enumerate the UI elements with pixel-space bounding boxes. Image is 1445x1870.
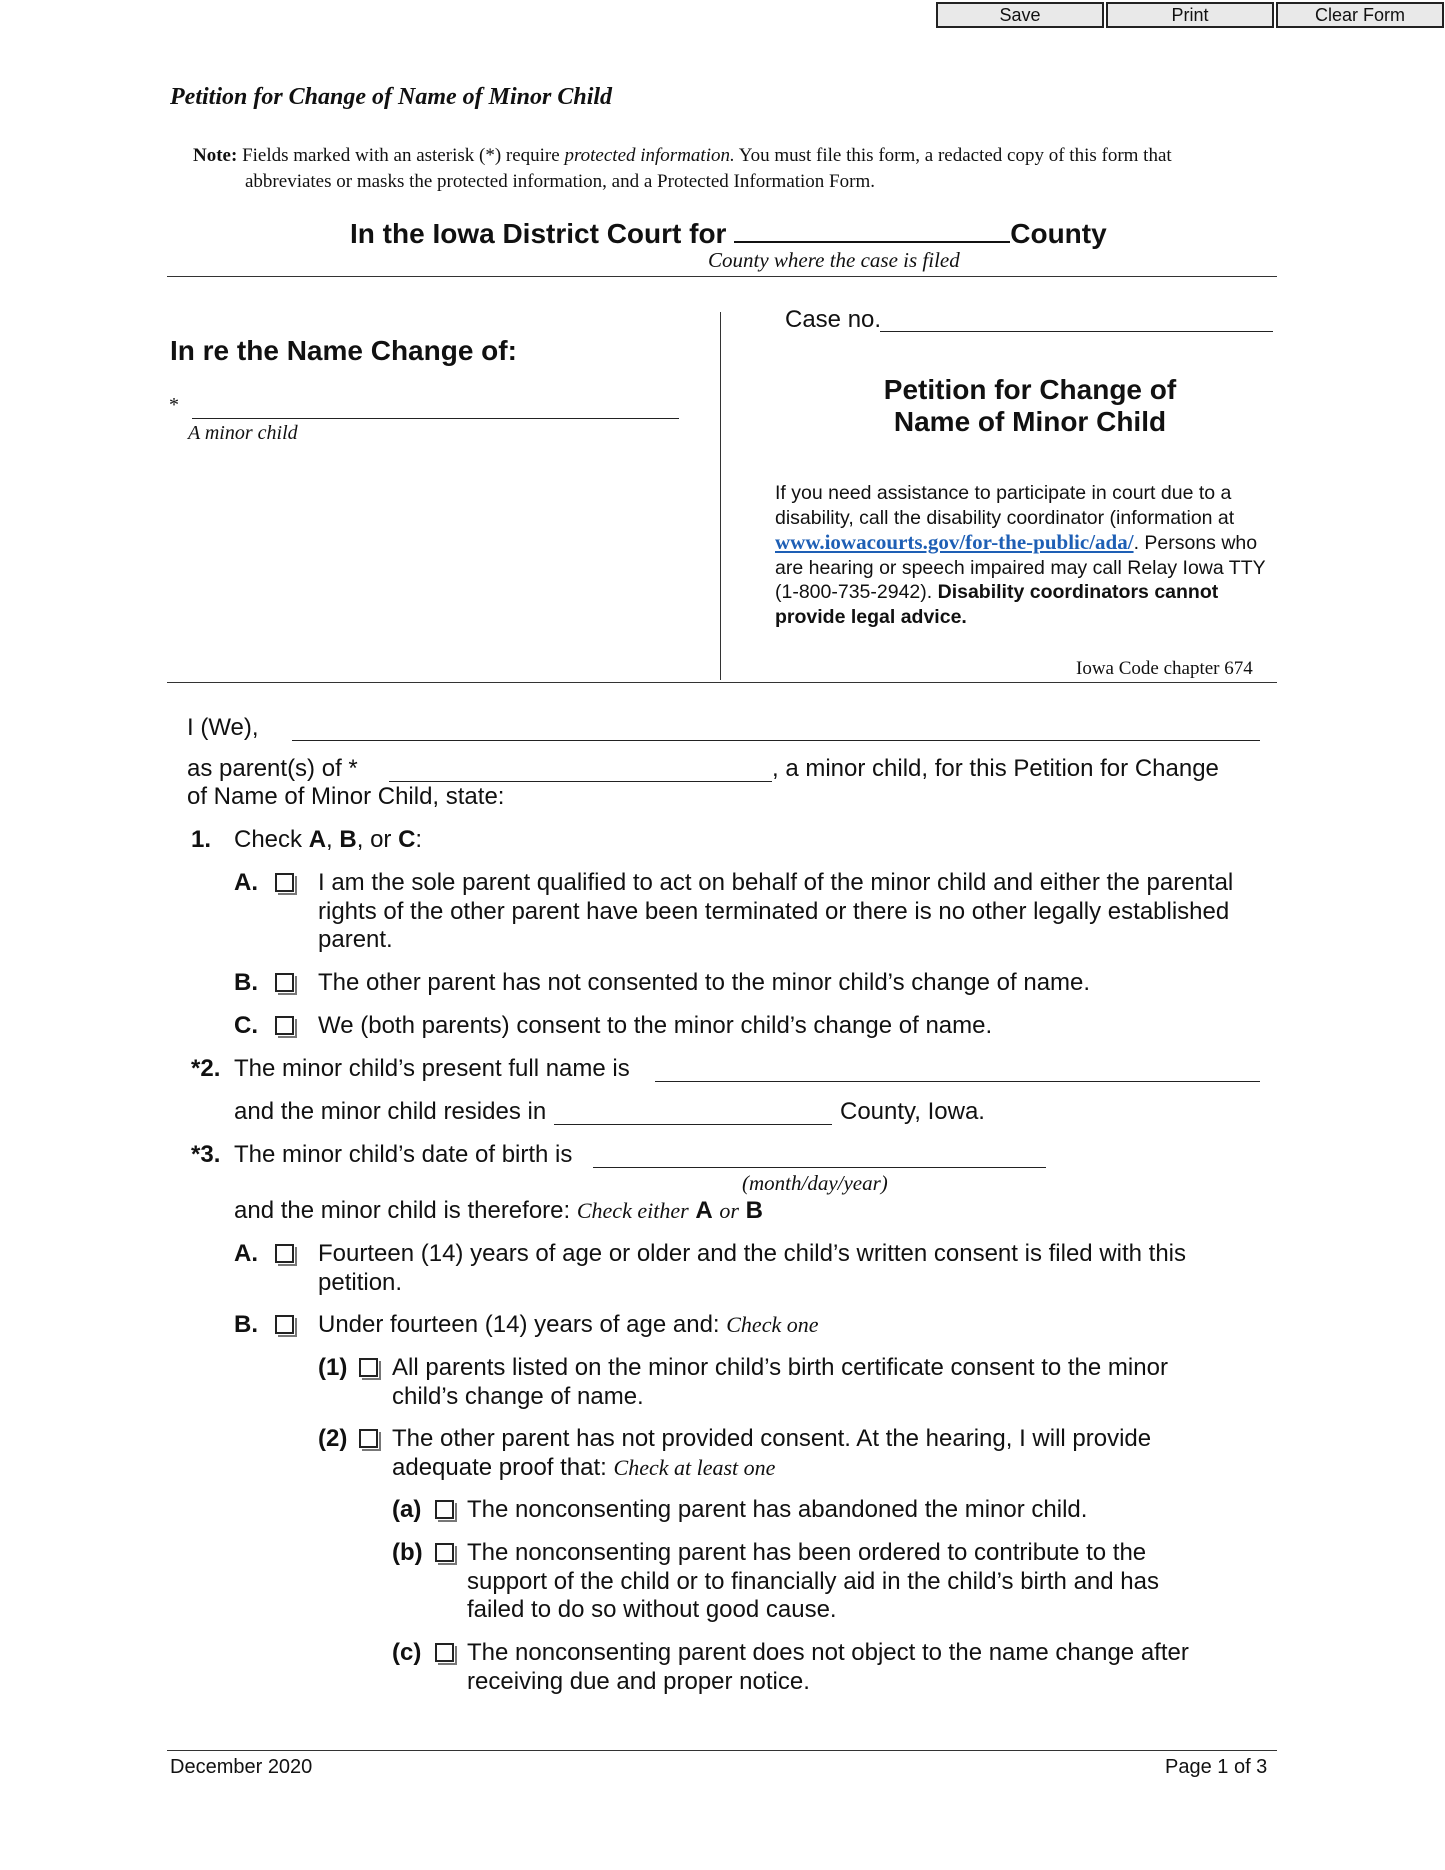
item1-colon: : <box>415 826 423 853</box>
minor-child-caption: A minor child <box>188 422 298 444</box>
form-title: Petition for Change of Name of Minor Child <box>170 84 613 110</box>
suba-checkbox[interactable] <box>435 1500 454 1519</box>
subb-checkbox[interactable] <box>435 1543 454 1562</box>
item3-check-either: Check either <box>576 1198 689 1223</box>
subb-label: (b) <box>392 1539 423 1566</box>
item1-heading <box>234 826 422 855</box>
code-citation: Iowa Code chapter 674 <box>1076 658 1253 679</box>
save-button[interactable]: Save <box>936 2 1104 28</box>
item3-A-checkbox[interactable] <box>275 1244 294 1263</box>
item1-a-ref: A <box>308 826 327 853</box>
note-text-1: Fields marked with an asterisk (*) require <box>242 145 560 166</box>
item1-B-label: B. <box>234 969 258 996</box>
item1-A-checkbox[interactable] <box>275 873 294 892</box>
present-name-field[interactable] <box>655 1081 1260 1082</box>
item3-B-check: Check one <box>726 1312 819 1337</box>
item3-therefore-text: and the minor child is therefore: <box>234 1197 571 1224</box>
item1-sep2: , or <box>356 826 399 853</box>
date-caption: (month/day/year) <box>742 1171 888 1195</box>
item3-text: The minor child’s date of birth is <box>234 1141 573 1168</box>
sub1-text: All parents listed on the minor child’s birth certificate consent to the minor child’s change of name. <box>392 1354 1168 1410</box>
sub2-text: The other parent has not provided consent. At the hearing, I will provide adequate proof that: <box>392 1425 1152 1481</box>
clear-form-button[interactable]: Clear Form <box>1276 2 1444 28</box>
item3-B-checkbox[interactable] <box>275 1315 294 1334</box>
item2-number: *2. <box>191 1055 221 1082</box>
item3-A-text: Fourteen (14) years of age or older and the child’s written consent is filed with this petition. <box>318 1240 1187 1296</box>
note-text-2: You must file this form, a redacted copy of this form that <box>738 145 1172 166</box>
asterisk: * <box>169 394 179 416</box>
sub1-label: (1) <box>318 1354 348 1381</box>
sub2-line <box>392 1425 1192 1482</box>
item1-sep1: , <box>326 826 340 853</box>
item2-resides: and the minor child resides in <box>234 1098 547 1125</box>
petition-title <box>800 374 1260 438</box>
as-parents-label: as parent(s) of * <box>187 755 358 782</box>
subc-label: (c) <box>392 1639 422 1666</box>
item3-B-ref: B <box>745 1197 763 1224</box>
item1-B-text: The other parent has not consented to the minor child’s change of name. <box>318 969 1091 996</box>
county-field[interactable] <box>734 215 1010 243</box>
note-label: Note: <box>193 145 238 166</box>
divider-top <box>167 276 1277 277</box>
note <box>193 143 1263 195</box>
footer-page: Page 1 of 3 <box>1165 1756 1268 1778</box>
item3-B-label: B. <box>234 1311 258 1338</box>
footer-date: December 2020 <box>170 1756 313 1778</box>
item3-B-line <box>318 1311 818 1340</box>
assist-text-1: If you need assistance to participate in court due to a disability, call the disability coordinator (information at <box>775 482 1235 529</box>
caption-divider <box>720 312 721 680</box>
item1-check-text: Check <box>234 826 303 853</box>
subb-text: The nonconsenting parent has been ordered to contribute to the support of the child or to financially aid in the child’s birth and has failed to do so without good cause. <box>467 1539 1159 1623</box>
item3-number: *3. <box>191 1141 221 1168</box>
item3-therefore <box>234 1197 763 1226</box>
court-prefix: In the Iowa District Court for <box>350 218 727 249</box>
item2-county: County, Iowa. <box>840 1098 985 1125</box>
child-name-field[interactable] <box>389 781 772 782</box>
as-parents-line2: of Name of Minor Child, state: <box>187 783 505 810</box>
print-button[interactable]: Print <box>1106 2 1274 28</box>
item3-A-ref: A <box>695 1197 713 1224</box>
sub2-label: (2) <box>318 1425 348 1452</box>
as-parents-tail: , a minor child, for this Petition for Change <box>772 755 1219 782</box>
ada-link[interactable]: www.iowacourts.gov/for-the-public/ada/ <box>775 530 1134 554</box>
footer-divider <box>167 1750 1277 1751</box>
note-italic: protected information. <box>564 145 735 166</box>
item1-C-text: We (both parents) consent to the minor child’s change of name. <box>318 1012 993 1039</box>
sub1-checkbox[interactable] <box>359 1358 378 1377</box>
court-suffix: County <box>1010 218 1107 249</box>
minor-name-field[interactable] <box>192 418 679 419</box>
sub2-checkbox[interactable] <box>359 1429 378 1448</box>
note-text-3: abbreviates or masks the protected information, and a Protected Information Form. <box>245 171 875 192</box>
item3-B-text: Under fourteen (14) years of age and: <box>318 1311 720 1338</box>
in-re-heading: In re the Name Change of: <box>170 335 517 366</box>
item3-A-label: A. <box>234 1240 258 1267</box>
birth-date-field[interactable] <box>593 1167 1046 1168</box>
divider-caption <box>167 682 1277 683</box>
item3-or: or <box>719 1198 739 1223</box>
case-no-label: Case no. <box>785 306 882 333</box>
petition-title-line2: Name of Minor Child <box>893 406 1167 437</box>
subc-text: The nonconsenting parent does not object to the name change after receiving due and proper notice. <box>467 1639 1189 1695</box>
suba-label: (a) <box>392 1496 422 1523</box>
i-we-label: I (We), <box>187 714 259 741</box>
item1-b-ref: B <box>339 826 357 853</box>
item1-B-checkbox[interactable] <box>275 973 294 992</box>
disability-assistance <box>775 481 1275 629</box>
county-caption: County where the case is filed <box>708 248 960 272</box>
resides-county-field[interactable] <box>554 1124 832 1125</box>
sub2-check: Check at least one <box>613 1454 776 1480</box>
item1-C-checkbox[interactable] <box>275 1016 294 1035</box>
petition-title-line1: Petition for Change of <box>883 374 1177 405</box>
assist-text-2: . Persons who are hearing or speech impaired may call Relay Iowa TTY (1-800-735-2942). <box>775 532 1266 603</box>
item1-A-text: I am the sole parent qualified to act on behalf of the minor child and either the parental rights of the other parent have been terminated or there is no other legally established parent. <box>318 869 1234 953</box>
item2-text: The minor child’s present full name is <box>234 1055 630 1082</box>
court-heading <box>350 215 1107 250</box>
item1-A-label: A. <box>234 869 258 896</box>
subc-checkbox[interactable] <box>435 1643 454 1662</box>
suba-text: The nonconsenting parent has abandoned the minor child. <box>467 1496 1088 1523</box>
case-no-field[interactable] <box>880 331 1273 332</box>
parent-names-field[interactable] <box>292 740 1260 741</box>
item1-number: 1. <box>191 826 212 853</box>
item1-C-label: C. <box>234 1012 258 1039</box>
item1-c-ref: C <box>398 826 416 853</box>
assist-bold: Disability coordinators cannot provide legal advice. <box>775 581 1219 628</box>
